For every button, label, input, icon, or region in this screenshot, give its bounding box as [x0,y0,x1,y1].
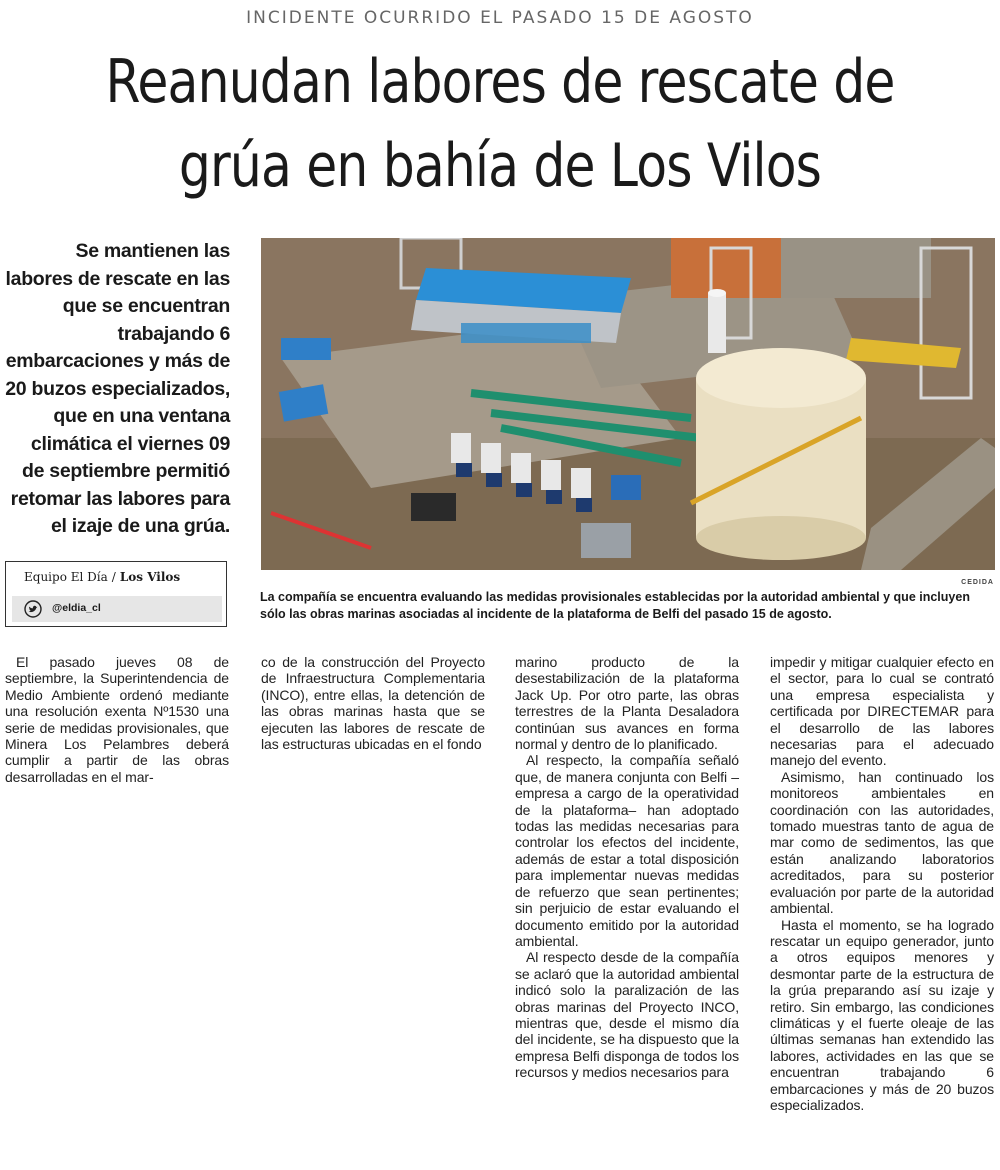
headline-line-2: grúa en bahía de Los Vilos [178,131,822,201]
byline [24,570,180,584]
article-photo [261,238,995,570]
twitter-icon[interactable] [24,600,42,618]
headline [97,40,903,208]
body-paragraph: Asimismo, han continuado los monitoreos ambientales en coordinación con las autoridades, tomado muestras tanto de agua de mar como de sedimentos, las que están analizando laboratorios acreditados, para su posterior evaluación por parte de la autoridad ambiental. [770,768,994,917]
body-paragraph: impedir y mitigar cualquier efecto en el sector, para lo cual se contrató una empresa especialista y certificada por DIRECTEMAR para el desarrollo de las labores necesarias para el adecuado manejo del evento. [770,654,994,769]
body-paragraph: Hasta el momento, se ha logrado rescatar un equipo generador, junto a otros equipos menores y desmontar parte de la estructura de la grúa preparando así su izaje y retiro. Sin embargo, las condiciones climáticas y el fuerte oleaje de las últimas semanas han extendido las labores, actividades en las que se encuentran trabajando 6 embarcaciones y más de 20 buzos especializados. [770,916,994,1113]
photo-credit: CEDIDA [961,579,994,586]
byline-box [5,561,227,627]
body-column-2 [261,654,485,752]
byline-separator: / [111,570,116,584]
photo-caption: La compañía se encuentra evaluando las medidas provisionales establecidas por la autoridad ambiental y que incluyen sólo las obras marinas asociadas al incidente de la plataforma de Belfi del pasado 15 de agosto. [260,590,970,621]
desalination-plant-aerial-image [261,238,995,570]
twitter-handle[interactable]: @eldia_cl [52,602,101,614]
body-paragraph: Al respecto, la compañía señaló que, de manera conjunta con Belfi –empresa a cargo de la operatividad de la plataforma– han adoptado todas las medidas necesarias para controlar los efectos del incidente, además de estar a total disposición para implementar nuevas medidas de refuerzo que sean pertinentes; sin perjuicio de estar evaluando el documento emitido por la autoridad ambiental. [515,752,739,949]
body-column-3 [515,654,739,1081]
byline-location: Los Vilos [119,570,181,584]
body-paragraph: marino producto de la desestabilización de la plataforma Jack Up. Por otro parte, las obras terrestres de la Planta Desaladora continúan sus avances en forma normal y dentro de lo planificado. [515,654,739,753]
social-bar [12,596,222,622]
body-paragraph: co de la construcción del Proyecto de Infraestructura Complementaria (INCO), entre ellas, la detención de las obras marinas hasta que se ejecuten las labores de rescate de las estructuras ubicadas en el fondo [261,654,485,753]
kicker: INCIDENTE OCURRIDO EL PASADO 15 DE AGOSTO [246,8,754,28]
lead-paragraph: Se mantienen las labores de rescate en las que se encuentran trabajando 6 embarcaciones y más de 20 buzos especializados, que en una ventana climática el viernes 09 de septiembre permitió retomar las labores para el izaje de una grúa. [5,240,230,537]
body-column-4 [770,654,994,1113]
body-paragraph: El pasado jueves 08 de septiembre, la Superintendencia de Medio Ambiente ordenó mediante una resolución exenta Nº1530 una serie de medidas provisionales, que Minera Los Pelambres deberá cumplir a partir de las obras desarrolladas en el mar- [5,654,229,785]
author-name: Equipo El Día [24,570,108,584]
headline-line-1: Reanudan labores de rescate de [105,47,895,117]
body-paragraph: Al respecto desde de la compañía se aclaró que la autoridad ambiental indicó solo la paralización de las obras marinas del Proyecto INCO, mientras que, desde el mismo día del incidente, se ha dispuesto que la empresa Belfi disponga de todos los recursos y medios necesarios para [515,949,739,1081]
body-column-1 [5,654,229,785]
